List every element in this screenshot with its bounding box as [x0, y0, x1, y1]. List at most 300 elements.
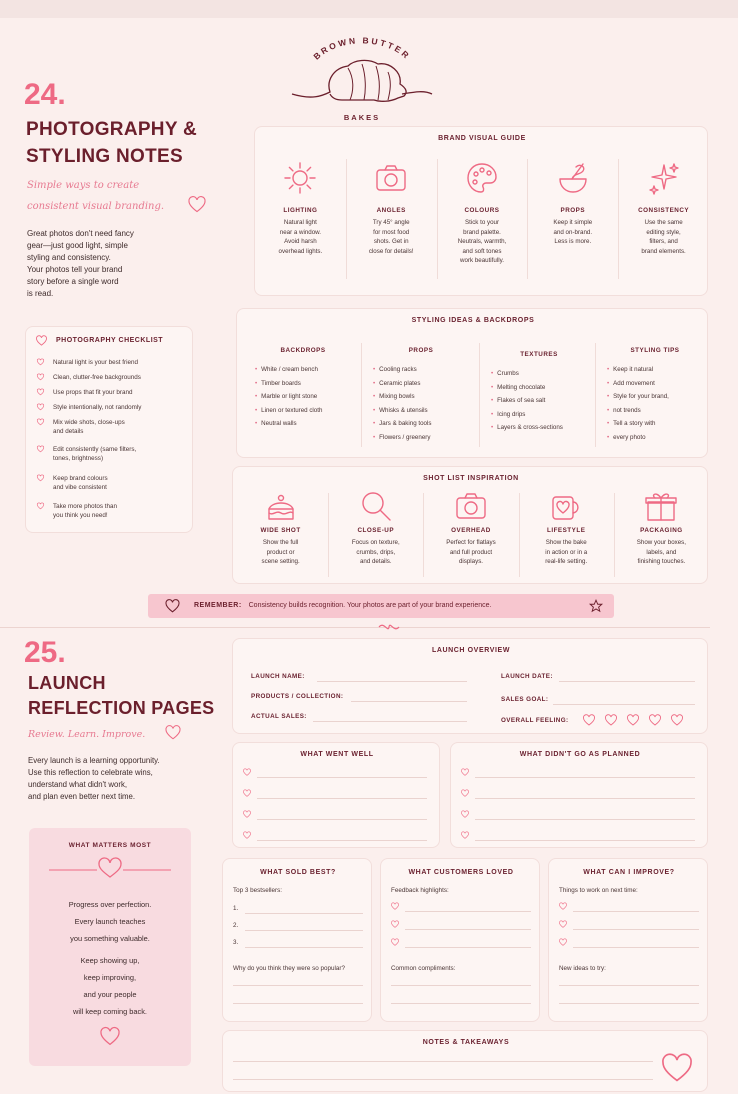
visual-guide-text-line: near a window.: [279, 228, 322, 236]
styling-list-item: [373, 390, 477, 404]
list-heart-icon: [461, 832, 469, 839]
tagline-24-line1: Simple ways to create: [27, 180, 140, 191]
intro-24-line: is read.: [27, 289, 54, 298]
list-heart-icon: [559, 903, 567, 910]
shot-list-label: OVERHEAD: [451, 527, 491, 534]
column-divider: [595, 343, 596, 447]
bestseller-field-2[interactable]: [245, 930, 363, 931]
shot-list-item: [423, 527, 518, 567]
styling-list-item: [491, 394, 595, 408]
styling-list-item-text: Mixing bowls: [379, 393, 415, 400]
styling-list-item-text: Linen or textured cloth: [261, 406, 323, 414]
write-line[interactable]: [257, 819, 427, 820]
styling-list-item-text: Layers & cross-sections: [497, 424, 563, 431]
shotlist-title: SHOT LIST INSPIRATION: [423, 475, 519, 482]
sales-goal-field[interactable]: [553, 704, 695, 705]
sparkle-icon: [647, 161, 681, 195]
checklist-heart-icon: [37, 374, 44, 381]
checklist-heart-icon: [37, 419, 44, 426]
feeling-heart-icon[interactable]: [671, 715, 683, 726]
visual-guide-text: [437, 218, 528, 266]
cake-icon: [264, 489, 298, 523]
matters-lines-1: [29, 896, 191, 947]
shot-list-text-line: and details.: [359, 558, 392, 565]
bestseller-num-1: 1.: [233, 905, 239, 912]
shot-list-text: [614, 538, 709, 567]
section-number-24: 24.: [24, 78, 66, 111]
overall-feeling-label: OVERALL FEELING:: [501, 717, 569, 724]
shot-list-text-line: finishing touches.: [637, 558, 686, 565]
column-divider: [328, 493, 329, 577]
launch-date-label: LAUNCH DATE:: [501, 673, 553, 680]
checklist-heart-icon: [37, 389, 44, 396]
checklist-item[interactable]: [53, 358, 138, 367]
section-title-24-line1: PHOTOGRAPHY &: [26, 119, 198, 140]
write-line[interactable]: [257, 777, 427, 778]
compliments-field-2[interactable]: [391, 1003, 531, 1004]
notes-card: [222, 1030, 708, 1092]
shot-list-label: WIDE SHOT: [260, 527, 301, 534]
checklist-title: PHOTOGRAPHY CHECKLIST: [56, 337, 164, 344]
matters-line: you something valuable.: [70, 934, 150, 943]
launch-name-label: LAUNCH NAME:: [251, 673, 305, 680]
write-line[interactable]: [257, 840, 427, 841]
went-well-card: [232, 742, 440, 848]
visual-guide-text-line: for most food: [373, 228, 410, 236]
shot-list-item: [328, 527, 423, 567]
checklist-item[interactable]: [53, 373, 141, 382]
checklist-heart-icon: [37, 359, 44, 366]
checklist-item-text: Take more photos than: [53, 503, 118, 510]
compliments-field-1[interactable]: [391, 985, 531, 986]
section-title-25-line1: LAUNCH: [28, 673, 106, 693]
visual-guide-text-line: editing style,: [646, 228, 681, 236]
styling-list-item-text: Cooling racks: [379, 366, 417, 373]
visual-guide-text-line: shots. Get in: [373, 238, 409, 245]
bestseller-field-1[interactable]: [245, 913, 363, 914]
tagline-24-line2: consistent visual branding.: [27, 201, 165, 212]
ideas-field-2[interactable]: [559, 1003, 699, 1004]
list-heart-icon: [391, 903, 399, 910]
remember-text: [194, 602, 491, 609]
shot-list-text-line: scene setting.: [261, 558, 300, 565]
matters-line: and your people: [83, 990, 137, 999]
write-line[interactable]: [257, 798, 427, 799]
visual-guide-text-line: overhead lights.: [278, 247, 323, 255]
shot-list-label: PACKAGING: [640, 527, 683, 534]
list-heart-icon: [461, 790, 469, 797]
matters-line: Every launch teaches: [74, 917, 146, 926]
visual-guide-text: [346, 218, 437, 256]
styling-list-item: [373, 417, 477, 431]
checklist-item-text: tones, brightness): [53, 455, 104, 462]
write-line[interactable]: [573, 929, 699, 930]
styling-list-item: [373, 431, 477, 445]
styling-list-item: [373, 377, 477, 391]
styling-list-item: [607, 363, 711, 377]
remember-label: REMEMBER:: [194, 602, 242, 609]
styling-list-item: [607, 417, 711, 431]
visual-guide-item: [437, 207, 528, 266]
checklist-item-text: and vibe consistent: [53, 484, 107, 491]
shot-list-text-line: in action or in a: [545, 548, 588, 556]
styling-list-item-text: White / cream bench: [261, 366, 318, 373]
customers-loved-card: [380, 858, 540, 1022]
bestseller-field-3[interactable]: [245, 947, 363, 948]
write-line[interactable]: [475, 840, 695, 841]
styling-list-item: [491, 381, 595, 395]
visual-guide-text-line: Natural light: [283, 219, 317, 226]
styling-list-item-text: Flakes of sea salt: [497, 397, 546, 404]
section-title-25-line2: REFLECTION PAGES: [28, 698, 215, 718]
styling-list-item: [491, 367, 595, 381]
heart-icon: [661, 1055, 693, 1083]
launch-name-field[interactable]: [317, 681, 467, 682]
list-heart-icon: [391, 921, 399, 928]
visual-guide-label: ANGLES: [376, 207, 406, 214]
styling-list-item: [255, 404, 359, 418]
matters-line: will keep coming back.: [73, 1007, 147, 1016]
column-divider: [479, 343, 480, 447]
styling-column-label: TEXTURES: [520, 351, 558, 358]
visual-guide-item: [255, 207, 346, 256]
column-divider: [437, 159, 438, 279]
can-improve-card: [548, 858, 708, 1022]
styling-list-item: [255, 363, 359, 377]
whisk-bowl-icon: [556, 161, 590, 195]
shot-list-card: [232, 466, 708, 584]
checklist-item-text: and details: [53, 428, 84, 435]
feedback-label: Feedback highlights:: [391, 887, 449, 894]
visual-guide-label: CONSISTENCY: [638, 207, 690, 214]
common-compliments-label: Common compliments:: [391, 965, 456, 972]
matters-title: WHAT MATTERS MOST: [68, 842, 152, 849]
checklist-heart-icon: [37, 404, 44, 411]
write-line[interactable]: [405, 947, 531, 948]
visual-guide-text-line: Use the same: [644, 219, 683, 226]
write-line[interactable]: [475, 777, 695, 778]
styling-list-item: [491, 408, 595, 422]
styling-title: STYLING IDEAS & BACKDROPS: [411, 317, 535, 324]
styling-list-item-text: Crumbs: [497, 370, 519, 377]
styling-list-item-text: Add movement: [613, 379, 655, 387]
styling-column-label: PROPS: [408, 347, 434, 354]
checklist-item-text: Natural light is your best friend: [53, 359, 139, 366]
visual-guide-text-line: Neutrals, warmth,: [457, 238, 507, 245]
styling-list-item: [255, 390, 359, 404]
swirl-icon: [378, 620, 400, 634]
shot-list-text-line: Show your boxes,: [636, 539, 686, 546]
checklist-item-text: Use props that fit your brand: [53, 389, 133, 396]
visual-guide-text: [255, 218, 346, 256]
checklist-item[interactable]: [53, 388, 132, 397]
styling-list-item-text: Marble or light stone: [261, 393, 318, 400]
visual-guide-text: [618, 218, 709, 256]
checklist-item-text: Clean, clutter-free backgrounds: [53, 374, 141, 381]
why-popular-label: Why do you think they were so popular?: [233, 965, 346, 972]
styling-list-item-text: Ceramic plates: [379, 379, 421, 387]
styling-column-label: STYLING TIPS: [630, 347, 680, 354]
checklist-item[interactable]: [53, 403, 141, 412]
list-heart-icon: [243, 811, 251, 818]
visual-guide-text-line: and soft tones: [462, 247, 502, 255]
actual-sales-label: ACTUAL SALES:: [251, 713, 307, 720]
visual-guide-text-line: and on-brand.: [553, 228, 593, 236]
shot-list-text-line: labels, and: [646, 548, 677, 556]
visual-guide-text-line: Less is more.: [554, 238, 592, 245]
not-planned-card: [450, 742, 708, 848]
shot-list-text: [423, 538, 518, 567]
intro-24-line: gear—just good light, simple: [27, 241, 128, 250]
list-heart-icon: [559, 921, 567, 928]
styling-list-item-text: Jars & baking tools: [379, 420, 432, 427]
overview-title: LAUNCH OVERVIEW: [431, 647, 511, 654]
list-heart-icon: [243, 790, 251, 797]
column-divider: [618, 159, 619, 279]
shot-list-label: LIFESTYLE: [546, 527, 586, 534]
styling-list-item: [255, 377, 359, 391]
logo-graphic: [282, 28, 442, 128]
column-divider: [423, 493, 424, 577]
section-title-24-line2: STYLING NOTES: [26, 146, 183, 167]
sales-goal-label: SALES GOAL:: [501, 696, 549, 703]
shot-list-label: CLOSE-UP: [357, 527, 395, 534]
styling-list-item: [607, 404, 711, 418]
styling-list-item: [607, 377, 711, 391]
visual-guide-text-line: Try 45° angle: [372, 219, 410, 226]
notes-field-2[interactable]: [233, 1079, 653, 1080]
star-icon: [589, 599, 603, 613]
intro-25: [28, 755, 218, 803]
visual-guide-item: [346, 207, 437, 256]
bestseller-num-3: 3.: [233, 939, 239, 946]
styling-list-item-text: Melting chocolate: [497, 383, 546, 391]
top-strip: [0, 0, 738, 18]
visual-guide-title: BRAND VISUAL GUIDE: [438, 135, 526, 142]
section-divider: [0, 627, 710, 628]
styling-list-item: [491, 421, 595, 435]
list-heart-icon: [391, 939, 399, 946]
not-planned-title: WHAT DIDN'T GO AS PLANNED: [519, 751, 641, 758]
styling-list: [607, 363, 711, 444]
shot-list-text-line: Show the bake: [545, 539, 587, 546]
column-divider: [527, 159, 528, 279]
feeling-heart-icon[interactable]: [605, 715, 617, 726]
visual-guide-text-line: close for details!: [368, 247, 414, 255]
feeling-heart-icon[interactable]: [649, 715, 661, 726]
heart-icon: [188, 197, 206, 213]
list-heart-icon: [461, 769, 469, 776]
styling-list-item-text: Flowers / greenery: [379, 433, 431, 441]
visual-guide-item: [527, 207, 618, 247]
matters-lines-2: [29, 952, 191, 1020]
shot-list-text-line: and full product: [449, 548, 493, 556]
visual-guide-text-line: work beautifully.: [460, 257, 504, 264]
svg-text:BROWN BUTTER: [311, 35, 412, 61]
styling-list-item: [607, 431, 711, 445]
new-ideas-label: New ideas to try:: [559, 965, 606, 972]
loved-title: WHAT CUSTOMERS LOVED: [408, 869, 514, 876]
went-well-title: WHAT WENT WELL: [300, 751, 374, 758]
column-divider: [361, 343, 362, 447]
matters-line: Keep showing up,: [80, 956, 140, 965]
remember-banner: [148, 594, 614, 618]
heart-icon: [165, 600, 180, 613]
write-line[interactable]: [475, 798, 695, 799]
brand-logo: [282, 28, 442, 128]
what-matters-card: [29, 828, 191, 1066]
visual-guide-text-line: Keep it simple: [553, 219, 593, 226]
list-heart-icon: [559, 939, 567, 946]
notes-field-1[interactable]: [233, 1061, 653, 1062]
checklist-item-text: Style intentionally, not randomly: [53, 404, 142, 411]
shot-list-text: [519, 538, 614, 567]
visual-guide-label: PROPS: [560, 207, 586, 214]
visual-guide-text-line: brand elements.: [641, 247, 686, 255]
write-line[interactable]: [405, 929, 531, 930]
intro-24-line: Your photos tell your brand: [27, 265, 123, 274]
heart-icon: [100, 1028, 120, 1046]
checklist-heart-icon: [37, 446, 44, 453]
list-heart-icon: [243, 832, 251, 839]
styling-list-item-text: every photo: [613, 433, 646, 441]
actual-sales-field[interactable]: [313, 721, 467, 722]
list-heart-icon: [461, 811, 469, 818]
why-popular-field-1[interactable]: [233, 985, 363, 986]
launch-date-field[interactable]: [559, 681, 695, 682]
notes-title: NOTES & TAKEAWAYS: [422, 1039, 510, 1046]
mug-icon: [549, 489, 583, 523]
products-field[interactable]: [351, 701, 467, 702]
feeling-heart-icon[interactable]: [627, 715, 639, 726]
improve-title: WHAT CAN I IMPROVE?: [583, 869, 675, 876]
visual-guide-label: LIGHTING: [283, 207, 318, 214]
checklist-item[interactable]: [53, 445, 136, 463]
visual-guide-item: [618, 207, 709, 256]
visual-guide-text: [527, 218, 618, 247]
checklist-item[interactable]: [53, 418, 125, 436]
shot-list-item: [233, 527, 328, 567]
intro-24-line: styling and consistency.: [27, 253, 111, 262]
magnifier-icon: [359, 489, 393, 523]
shot-list-text: [328, 538, 423, 567]
ideas-field-1[interactable]: [559, 985, 699, 986]
products-label: PRODUCTS / COLLECTION:: [251, 693, 344, 700]
styling-list: [373, 363, 477, 444]
sun-icon: [283, 161, 317, 195]
column-divider: [614, 493, 615, 577]
matters-line: keep improving,: [83, 973, 137, 982]
heart-icon: [165, 726, 181, 740]
write-line[interactable]: [573, 947, 699, 948]
shot-list-text-line: crumbs, drips,: [356, 548, 396, 556]
logo-text-top: BROWN BUTTER: [311, 35, 413, 62]
palette-icon: [465, 161, 499, 195]
top-bestsellers-label: Top 3 bestsellers:: [233, 887, 283, 894]
camera-icon: [454, 489, 488, 523]
styling-list-item: [607, 390, 711, 404]
styling-list-item-text: Timber boards: [261, 379, 301, 387]
intro-25-line: and plan even better next time.: [28, 792, 136, 801]
intro-24: [27, 228, 197, 300]
feeling-heart-icon[interactable]: [583, 715, 595, 726]
visual-guide-text-line: Avoid harsh: [284, 238, 317, 245]
visual-guide-text-line: Stick to your: [464, 219, 500, 226]
things-label: Things to work on next time:: [559, 887, 638, 894]
styling-list: [255, 363, 359, 431]
matters-line: Progress over perfection.: [68, 900, 152, 909]
shot-list-item: [519, 527, 614, 567]
checklist-item[interactable]: [53, 474, 108, 492]
shot-list-text-line: displays.: [458, 558, 484, 565]
styling-column-label: BACKDROPS: [280, 347, 326, 354]
styling-list-item-text: Style for your brand,: [613, 393, 669, 400]
styling-list: [491, 367, 595, 435]
styling-ideas-card: [236, 308, 708, 458]
tagline-25: Review. Learn. Improve.: [28, 729, 146, 740]
styling-list-item-text: Icing drips: [497, 410, 526, 418]
checklist-item[interactable]: [53, 502, 117, 520]
styling-list-item: [373, 363, 477, 377]
brand-visual-guide-card: [254, 126, 708, 296]
shot-list-text-line: real-life setting.: [545, 558, 588, 565]
intro-25-line: understand what didn't work,: [28, 780, 128, 789]
checklist-heart-icon: [37, 475, 44, 482]
styling-list-item-text: Tell a story with: [613, 420, 656, 427]
styling-list-item-text: not trends: [613, 406, 641, 414]
write-line[interactable]: [405, 911, 531, 912]
visual-guide-text-line: brand palette.: [463, 228, 501, 236]
bestseller-num-2: 2.: [233, 922, 239, 929]
visual-guide-text-line: filters, and: [649, 238, 678, 245]
styling-list-item-text: Keep it natural: [613, 366, 654, 373]
photography-checklist-card: [25, 326, 193, 533]
intro-25-line: Every launch is a learning opportunity.: [28, 756, 160, 765]
why-popular-field-2[interactable]: [233, 1003, 363, 1004]
styling-list-item: [373, 404, 477, 418]
checklist-item-text: you think you need!: [53, 512, 108, 519]
column-divider: [519, 493, 520, 577]
intro-25-line: Use this reflection to celebrate wins,: [28, 768, 153, 777]
what-sold-best-card: [222, 858, 372, 1022]
shot-list-text-line: Focus on texture,: [351, 539, 400, 546]
intro-24-line: story before a single word: [27, 277, 119, 286]
write-line[interactable]: [573, 911, 699, 912]
checklist-heart-icon: [37, 503, 44, 510]
styling-list-item-text: Neutral walls: [261, 420, 297, 427]
heart-line-divider: [49, 858, 171, 878]
shot-list-text-line: Show the full: [262, 539, 299, 546]
visual-guide-label: COLOURS: [464, 207, 500, 214]
checklist-item-text: Keep brand colours: [53, 475, 108, 482]
shot-list-item: [614, 527, 709, 567]
checklist-item-text: Mix wide shots, close-ups: [53, 419, 125, 426]
heart-icon: [36, 336, 47, 346]
intro-24-line: Great photos don't need fancy: [27, 229, 134, 238]
section-number-25: 25.: [24, 636, 66, 669]
shot-list-text-line: product or: [266, 548, 295, 556]
camera-icon: [374, 161, 408, 195]
styling-list-item: [255, 417, 359, 431]
launch-overview-card: [232, 638, 708, 734]
sold-title: WHAT SOLD BEST?: [260, 869, 336, 876]
shot-list-text-line: Perfect for flatlays: [446, 539, 496, 546]
logo-text-bottom: BAKES: [343, 113, 381, 122]
column-divider: [346, 159, 347, 279]
gift-icon: [644, 489, 678, 523]
write-line[interactable]: [475, 819, 695, 820]
styling-list-item-text: Whisks & utensils: [379, 406, 428, 414]
